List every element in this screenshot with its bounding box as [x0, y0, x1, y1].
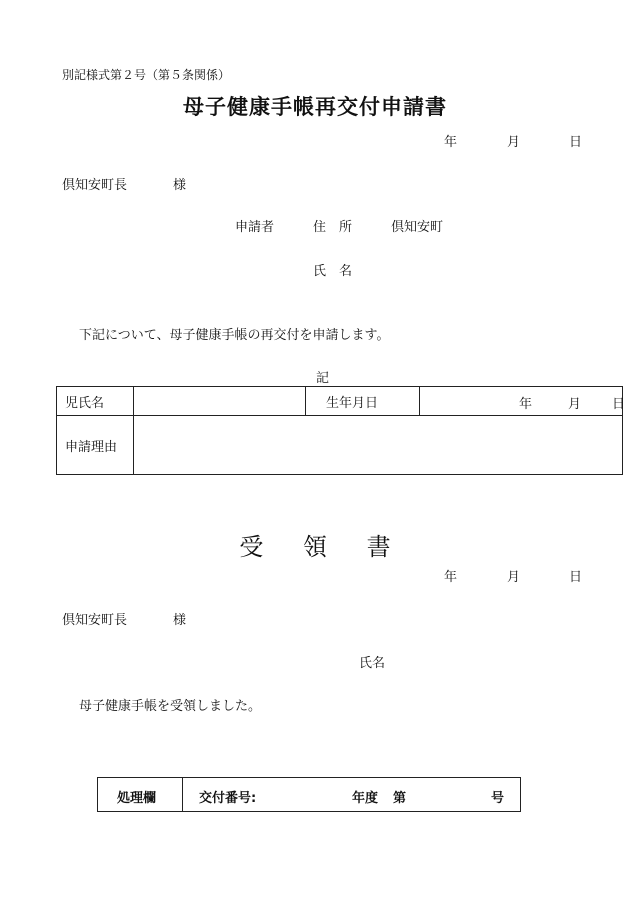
day-label: 日: [569, 135, 583, 150]
ki-label: 記: [316, 371, 330, 386]
applicant-label: 申請者: [235, 220, 275, 235]
request-body-text: 下記について、母子健康手帳の再交付を申請します。: [79, 328, 390, 343]
address-value: 倶知安町: [391, 220, 444, 235]
office-divider: [182, 778, 183, 811]
birth-year-label: 年: [519, 397, 533, 412]
addressee-mayor: 倶知安町長: [62, 178, 128, 193]
request-table: [56, 386, 626, 475]
dai-label: 第: [393, 791, 407, 806]
issue-number-label: 交付番号:: [199, 791, 257, 806]
page-title: 母子健康手帳再交付申請書: [183, 95, 447, 119]
reason-field[interactable]: [134, 416, 623, 475]
child-name-label: 児氏名: [57, 387, 134, 416]
gou-label: 号: [491, 791, 505, 806]
birth-day-label: 日: [612, 397, 626, 412]
child-name-field[interactable]: [134, 387, 306, 416]
addressee-honorific: 様: [173, 178, 187, 193]
receipt-month-label: 月: [507, 570, 521, 585]
birth-month-label: 月: [568, 397, 582, 412]
receipt-body-text: 母子健康手帳を受領しました。: [79, 699, 262, 714]
birthdate-field[interactable]: [420, 387, 626, 416]
receipt-title: [0, 527, 630, 562]
address-label: 住 所: [313, 220, 353, 235]
receipt-year-label: 年: [444, 570, 458, 585]
month-label: 月: [507, 135, 521, 150]
receipt-title-char: 受: [239, 533, 264, 561]
receipt-title-char: 領: [303, 533, 327, 561]
receipt-title-char: 書: [366, 533, 391, 561]
fiscal-year-label: 年度: [352, 791, 379, 806]
receipt-day-label: 日: [569, 570, 583, 585]
office-use-box: [97, 777, 521, 812]
reason-label: 申請理由: [57, 416, 134, 475]
form-number: 別記様式第２号（第５条関係）: [62, 68, 231, 82]
office-label: 処理欄: [117, 791, 157, 806]
year-label: 年: [444, 135, 458, 150]
birthdate-label: 生年月日: [306, 387, 420, 416]
receipt-name-label: 氏名: [359, 656, 386, 671]
receipt-mayor: 倶知安町長: [62, 613, 128, 628]
name-label: 氏 名: [313, 264, 353, 279]
receipt-honorific: 様: [173, 613, 187, 628]
